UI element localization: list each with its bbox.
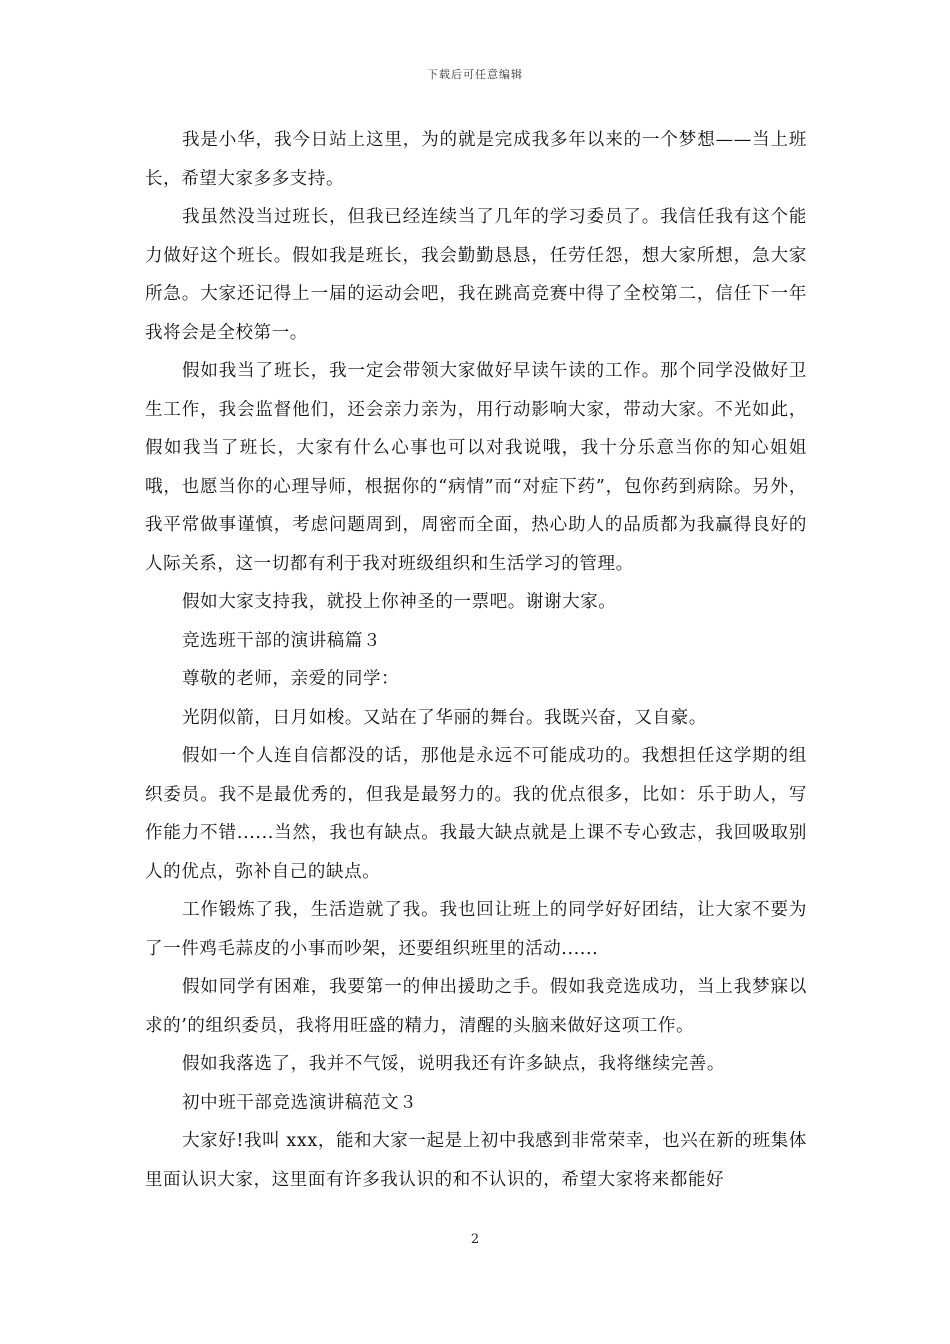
paragraph-work-life: 工作锻炼了我，生活造就了我。我也回让班上的同学好好团结，让大家不要为了一件鸡毛蒜皮的小事而吵架，还要组织班里的活动...... (145, 900, 807, 959)
paragraph-greeting: 大家好!我叫 xxx，能和大家一起是上初中我感到非常荣幸，也兴在新的班集体里面认识大家，这里面有许多我认识的和不认识的，希望大家将来都能好 (145, 1131, 807, 1190)
page-number: 2 (470, 1232, 480, 1247)
page-header: 下载后可任意编辑 (427, 68, 523, 81)
paragraph-help: 假如同学有困难，我要第一的伸出援助之手。假如我竞选成功，当上我梦寐以求的’的组织委员，我将用旺盛的精力，清醒的头脑来做好这项工作。 (145, 977, 807, 1036)
paragraph-closing: 假如大家支持我，就投上你神圣的一票吧。谢谢大家。 (182, 592, 617, 612)
paragraph-opening: 光阴似箭，日月如梭。又站在了华丽的舞台。我既兴奋，又自豪。 (182, 707, 707, 728)
paragraph-promises: 假如我当了班长，我一定会带领大家做好早读午读的工作。那个同学没做好卫生工作，我会监督他们，还会亲力亲为，用行动影响大家，带动大家。不光如此，假如我当了班长，大家有什么心事也可以对我说哦，我十分乐意当你的知心姐姐哦，也愿当你的心理导师，根据你的“病情”而“对症下药”，包你药到病除。另外，我平常做事谨慎，考虑问题周到，周密而全面，热心助人的品质都为我赢得良好的人际关系，这一切都有利于我对班级组织和生活学习的管理。 (145, 361, 807, 574)
paragraph-confidence: 假如一个人连自信都没的话，那他是永远不可能成功的。我想担任这学期的组织委员。我不是最优秀的，但我是最努力的。我的优点很多，比如：乐于助人，写作能力不错......当然，我也有缺点。我最大缺点就是上课不专心致志，我回吸取别人的优点，弥补自己的缺点。 (145, 746, 807, 882)
paragraph-experience: 我虽然没当过班长，但我已经连续当了几年的学习委员了。我信任我有这个能力做好这个班长。假如我是班长，我会勤勤恳恳，任劳任怨，想大家所想，急大家所急。大家还记得上一届的运动会吧，我在跳高竞赛中得了全校第二，信任下一年我将会是全校第一。 (145, 207, 807, 343)
section-heading-junior-speech-3: 初中班干部竞选演讲稿范文３ (182, 1092, 418, 1113)
document-body (145, 121, 807, 1199)
paragraph-self-intro: 我是小华，我今日站上这里，为的就是完成我多年以来的一个梦想——当上班长，希望大家多多支持。 (145, 130, 807, 189)
paragraph-salutation: 尊敬的老师，亲爱的同学： (182, 669, 400, 689)
section-heading-speech-3: 竞选班干部的演讲稿篇３ (182, 630, 382, 651)
paragraph-if-lose: 假如我落选了，我并不气馁，说明我还有许多缺点，我将继续完善。 (182, 1054, 725, 1074)
